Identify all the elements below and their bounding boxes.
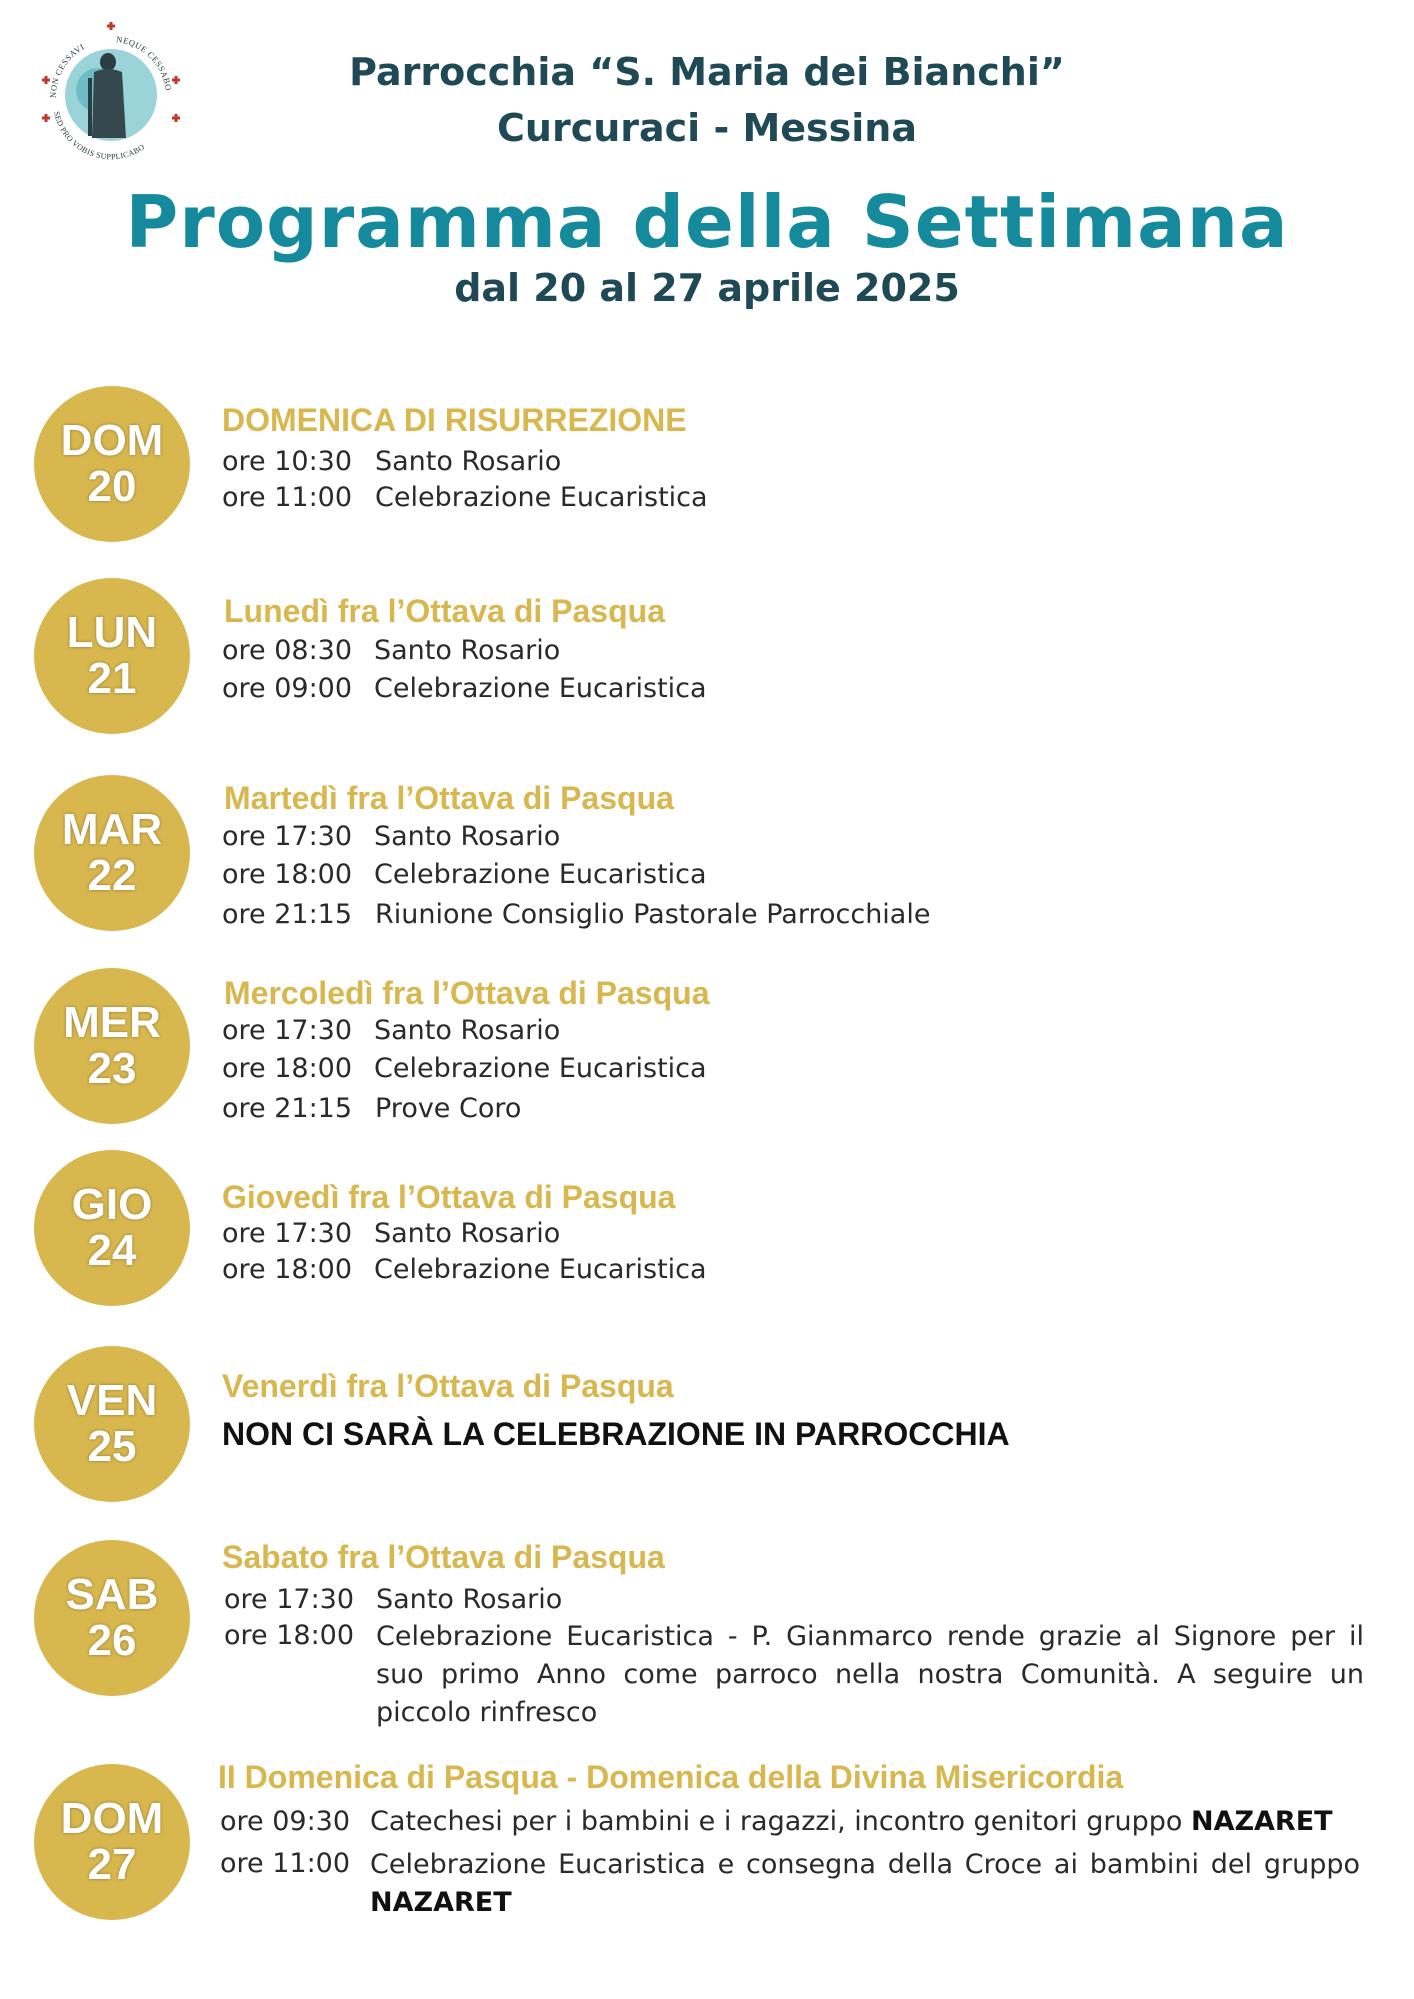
event-time: ore 18:00 (222, 1254, 353, 1285)
day-number: 20 (87, 462, 137, 511)
day-number: 23 (87, 1044, 137, 1093)
day-badge (34, 386, 190, 542)
event-activity-text: Celebrazione Eucaristica e consegna della Croce ai bambini del gruppo (370, 1849, 1360, 1880)
event-row (224, 1618, 1364, 1738)
event-time: ore 18:00 (224, 1620, 355, 1651)
day-number: 26 (87, 1616, 137, 1665)
parish-line-1: Parrocchia “S. Maria dei Bianchi” (349, 50, 1065, 94)
event-activity: Celebrazione Eucaristica - P. Gianmarco rende grazie al Signore per il suo primo Anno come parroco nella nostra Comunità. A seguire un piccolo rinfresco (376, 1621, 1364, 1728)
event-time: ore 17:30 (224, 1584, 355, 1615)
cancellation-notice: NON CI SARÀ LA CELEBRAZIONE IN PARROCCHIA (222, 1416, 1010, 1452)
event-activity: Santo Rosario (374, 1015, 561, 1046)
event-time: ore 18:00 (222, 1053, 353, 1084)
event-time: ore 11:00 (222, 482, 353, 513)
event-activity: Santo Rosario (374, 821, 561, 852)
day-title: Lunedì fra l’Ottava di Pasqua (224, 593, 665, 629)
day-badge (34, 775, 190, 931)
day-badge (34, 1764, 190, 1920)
event-activity: Celebrazione Eucaristica (374, 1053, 707, 1084)
day-number: 22 (87, 851, 137, 900)
day-badge (34, 1150, 190, 1306)
event-time: ore 09:00 (222, 673, 353, 704)
event-time: ore 08:30 (222, 635, 353, 666)
day-title: Venerdì fra l’Ottava di Pasqua (222, 1368, 674, 1404)
date-range: dal 20 al 27 aprile 2025 (454, 266, 960, 310)
event-activity: Celebrazione Eucaristica (374, 673, 707, 704)
group-name: NAZARET (370, 1887, 512, 1918)
event-time: ore 21:15 (222, 899, 353, 930)
day-title: II Domenica di Pasqua - Domenica della Divina Misericordia (218, 1759, 1124, 1795)
logo-motto-bottom: SED PRO VOBIS SUPPLICABO (51, 110, 147, 162)
day-abbr: VEN (66, 1376, 158, 1425)
day-title: Martedì fra l’Ottava di Pasqua (224, 780, 674, 816)
day-abbr: LUN (66, 608, 158, 657)
event-activity: Santo Rosario (376, 1584, 563, 1615)
logo-motto-left: NON CESSAVI (47, 41, 86, 99)
day-abbr: DOM (60, 1794, 164, 1843)
event-time: ore 17:30 (222, 821, 353, 852)
day-title: DOMENICA DI RISURREZIONE (222, 402, 687, 438)
day-title: Giovedì fra l’Ottava di Pasqua (222, 1179, 676, 1215)
day-title: Mercoledì fra l’Ottava di Pasqua (224, 975, 710, 1011)
event-time: ore 11:00 (220, 1848, 351, 1879)
day-badge (34, 968, 190, 1124)
day-number: 27 (87, 1840, 137, 1889)
day-number: 24 (87, 1226, 137, 1275)
day-badge (34, 1540, 190, 1696)
day-number: 21 (87, 654, 137, 703)
event-activity: Celebrazione Eucaristica (374, 859, 707, 890)
parish-line-2: Curcuraci - Messina (497, 106, 917, 150)
event-activity: Celebrazione Eucaristica (374, 1254, 707, 1285)
event-activity: Celebrazione Eucaristica (375, 482, 708, 513)
event-time: ore 17:30 (222, 1218, 353, 1249)
event-time: ore 17:30 (222, 1015, 353, 1046)
event-activity-text: Catechesi per i bambini e i ragazzi, incontro genitori gruppo (370, 1806, 1183, 1837)
event-row (220, 1846, 1360, 1926)
event-activity: Riunione Consiglio Pastorale Parrocchiale (375, 899, 931, 930)
day-abbr: SAB (65, 1570, 159, 1619)
group-name: NAZARET (1190, 1806, 1333, 1837)
page-title: Programma della Settimana (125, 180, 1289, 264)
day-title: Sabato fra l’Ottava di Pasqua (222, 1539, 665, 1575)
event-activity: Prove Coro (375, 1093, 522, 1124)
event-activity: Santo Rosario (374, 1218, 561, 1249)
event-activity (370, 1804, 1333, 1840)
day-number: 25 (87, 1422, 137, 1471)
event-activity: Santo Rosario (374, 635, 561, 666)
event-activity: Santo Rosario (375, 446, 562, 477)
day-abbr: GIO (71, 1180, 153, 1229)
event-activity (370, 1846, 1360, 1922)
event-time: ore 09:30 (220, 1806, 351, 1837)
day-abbr: MER (63, 998, 161, 1047)
event-time: ore 21:15 (222, 1093, 353, 1124)
event-time: ore 18:00 (222, 859, 353, 890)
logo-motto-right: NEQUE CESSABO (115, 33, 174, 92)
parish-name (0, 44, 1414, 156)
day-badge (34, 578, 190, 734)
event-time: ore 10:30 (222, 446, 353, 477)
day-abbr: DOM (60, 416, 164, 465)
day-abbr: MAR (61, 805, 163, 854)
day-badge (34, 1346, 190, 1502)
